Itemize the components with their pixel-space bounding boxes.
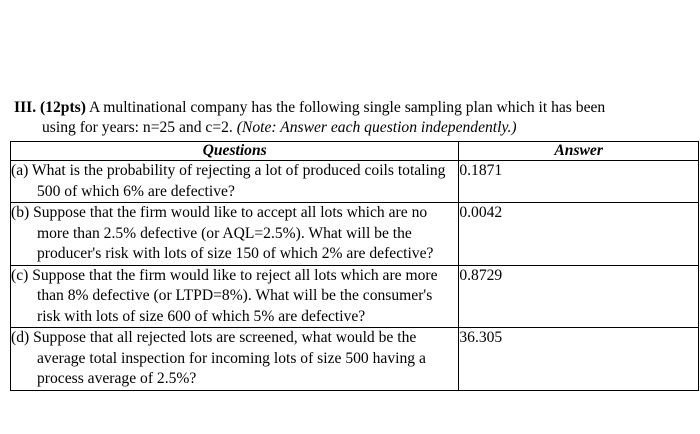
question-text-d: (d) Suppose that all rejected lots are screened, what would be the average total inspection for incoming lots of size 500 having a process average of 2.5%? — [11, 329, 426, 387]
table-row — [11, 203, 699, 266]
question-cell — [11, 203, 459, 266]
question-text-c: (c) Suppose that the firm would like to reject all lots which are more than 8% defective (or LTPD=8%). What will be the consumer's risk with lots of size 600 of which 5% are defective? — [11, 266, 438, 325]
question-cell — [11, 161, 459, 203]
intro-text-1: A multinational company has the following single sampling plan which it has been — [88, 99, 606, 116]
problem-intro — [14, 98, 698, 138]
answer-cell-a: 0.1871 — [459, 161, 699, 203]
answer-cell-d: 36.305 — [459, 328, 699, 391]
problem-label: III. (12pts) — [14, 99, 86, 116]
questions-header: Questions — [11, 142, 459, 161]
question-text-b: (b) Suppose that the firm would like to accept all lots which are no more than 2.5% defective (or AQL=2.5%). What will be the producer's risk with lots of size 150 of which 2% are defective? — [11, 204, 434, 262]
question-cell — [11, 265, 459, 328]
answer-header: Answer — [459, 142, 699, 161]
table-row — [11, 265, 699, 328]
intro-line-2 — [14, 118, 698, 138]
answer-cell-c: 0.8729 — [459, 265, 699, 328]
question-text-a: (a) What is the probability of rejecting a lot of produced coils totaling 500 of which 6% are defective? — [11, 162, 446, 200]
intro-note: (Note: Answer each question independently.) — [236, 119, 517, 136]
table-row — [11, 161, 699, 203]
intro-text-2: using for years: n=25 and c=2. — [42, 119, 233, 136]
table-header-row — [11, 142, 699, 161]
answer-cell-b: 0.0042 — [459, 203, 699, 266]
intro-line-1 — [14, 98, 698, 118]
table-row — [11, 328, 699, 391]
questions-table — [10, 141, 699, 391]
question-cell — [11, 328, 459, 391]
